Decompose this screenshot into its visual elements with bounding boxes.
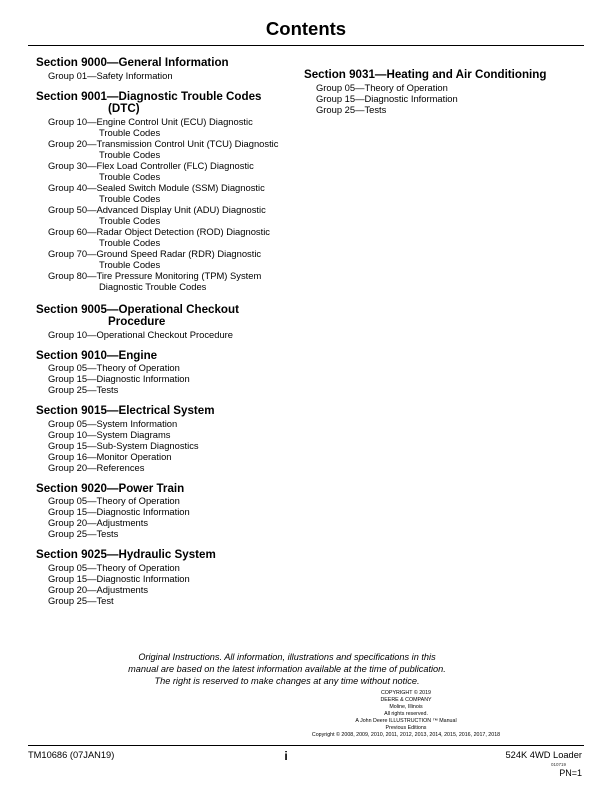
section-title[interactable]: Section 9015—Electrical System	[36, 404, 215, 417]
copyright-line: Moline, Illinois	[389, 704, 423, 710]
model-name: 524K 4WD Loader	[505, 750, 582, 760]
copyright-line: A John Deere ILLUSTRUCTION ™ Manual	[355, 718, 457, 724]
group-entry[interactable]: Group 50—Advanced Display Unit (ADU) Diagnostic	[48, 203, 266, 215]
copyright-line: All rights reserved.	[384, 711, 428, 717]
bottom-divider	[28, 745, 584, 746]
toc-section	[36, 57, 298, 81]
page-title: Contents	[265, 18, 347, 39]
top-divider	[28, 45, 584, 46]
group-entry-continued[interactable]: Trouble Codes	[99, 170, 161, 182]
group-entry[interactable]: Group 20—References	[48, 461, 145, 473]
group-entry-continued[interactable]: Diagnostic Trouble Codes	[99, 280, 207, 292]
section-title[interactable]: Section 9020—Power Train	[36, 481, 185, 495]
group-entry[interactable]: Group 30—Flex Load Controller (FLC) Diagnostic	[48, 159, 254, 171]
toc-section	[36, 405, 298, 473]
group-entry[interactable]: Group 25—Tests	[48, 384, 119, 395]
group-entry[interactable]: Group 01—Safety Information	[48, 69, 173, 81]
group-entry[interactable]: Group 10—Engine Control Unit (ECU) Diagnostic	[48, 115, 253, 127]
group-entry-continued[interactable]: Trouble Codes	[99, 258, 161, 270]
notice-text	[96, 651, 478, 687]
group-entry[interactable]: Group 15—Diagnostic Information	[48, 572, 190, 584]
section-title[interactable]: Section 9001—Diagnostic Trouble Codes	[36, 89, 262, 103]
group-entry-continued[interactable]: Trouble Codes	[99, 148, 161, 160]
group-entry[interactable]: Group 10—Operational Checkout Procedure	[48, 328, 234, 340]
toc-section	[36, 304, 298, 340]
group-entry[interactable]: Group 16—Monitor Operation	[48, 450, 172, 462]
group-entry[interactable]: Group 20—Adjustments	[48, 583, 149, 595]
group-entry-continued[interactable]: Trouble Codes	[99, 236, 161, 248]
notice-line: Original Instructions. All information, illustrations and specifications in this	[138, 652, 436, 662]
group-entry[interactable]: Group 60—Radar Object Detection (ROD) Diagnostic	[48, 225, 270, 237]
group-entry-continued[interactable]: Trouble Codes	[99, 126, 161, 138]
group-entry[interactable]: Group 05—Theory of Operation	[48, 362, 180, 373]
toc-section	[304, 69, 584, 115]
copyright-block	[300, 690, 512, 739]
group-entry[interactable]: Group 05—Theory of Operation	[48, 495, 180, 506]
group-entry-continued[interactable]: Trouble Codes	[99, 192, 161, 204]
section-title[interactable]: Section 9025—Hydraulic System	[36, 548, 216, 561]
notice-line: manual are based on the latest information available at the time of publication.	[128, 664, 446, 674]
toc-section	[36, 350, 298, 396]
group-entry[interactable]: Group 10—System Diagrams	[48, 428, 171, 440]
group-entry[interactable]: Group 25—Tests	[48, 528, 119, 539]
toc-section	[36, 483, 298, 540]
group-entry-continued[interactable]: Trouble Codes	[99, 214, 161, 226]
group-entry[interactable]: Group 25—Tests	[316, 103, 387, 115]
section-title[interactable]: Section 9000—General Information	[36, 56, 229, 69]
section-title[interactable]: Section 9031—Heating and Air Conditioning	[304, 68, 547, 81]
section-title-continued[interactable]: Procedure	[108, 315, 166, 328]
toc-section	[36, 549, 298, 606]
group-entry[interactable]: Group 70—Ground Speed Radar (RDR) Diagnostic	[48, 247, 262, 259]
section-title[interactable]: Section 9005—Operational Checkout	[36, 302, 239, 316]
copyright-line: Previous Editions	[385, 725, 427, 731]
group-entry[interactable]: Group 20—Adjustments	[48, 517, 149, 528]
toc-section	[36, 91, 298, 292]
group-entry[interactable]: Group 15—Diagnostic Information	[316, 92, 458, 104]
section-title[interactable]: Section 9010—Engine	[36, 348, 158, 362]
group-entry[interactable]: Group 05—Theory of Operation	[48, 561, 180, 573]
notice-line: The right is reserved to make changes at any time without notice.	[154, 676, 420, 686]
doc-id: TM10686 (07JAN19)	[28, 750, 115, 760]
page-number: i	[284, 749, 288, 763]
group-entry[interactable]: Group 80—Tire Pressure Monitoring (TPM) System	[48, 269, 262, 281]
footer-code: 010719	[550, 762, 566, 767]
copyright-line: Copyright © 2008, 2009, 2010, 2011, 2012, 2013, 2014, 2015, 2016, 2017, 2018	[311, 732, 501, 738]
group-entry[interactable]: Group 05—Theory of Operation	[316, 81, 448, 93]
group-entry[interactable]: Group 20—Transmission Control Unit (TCU) Diagnostic	[48, 137, 279, 149]
left-column	[36, 57, 298, 616]
group-entry[interactable]: Group 15—Sub-System Diagnostics	[48, 439, 199, 451]
group-entry[interactable]: Group 05—System Information	[48, 417, 178, 429]
section-title-continued[interactable]: (DTC)	[108, 102, 140, 115]
group-entry[interactable]: Group 15—Diagnostic Information	[48, 373, 190, 384]
copyright-line: COPYRIGHT © 2019	[380, 690, 432, 696]
page-pn: PN=1	[559, 768, 582, 778]
copyright-line: DEERE & COMPANY	[380, 697, 432, 703]
group-entry[interactable]: Group 25—Test	[48, 594, 114, 606]
right-column	[304, 69, 584, 125]
group-entry[interactable]: Group 15—Diagnostic Information	[48, 506, 190, 517]
group-entry[interactable]: Group 40—Sealed Switch Module (SSM) Diagnostic	[48, 181, 265, 193]
